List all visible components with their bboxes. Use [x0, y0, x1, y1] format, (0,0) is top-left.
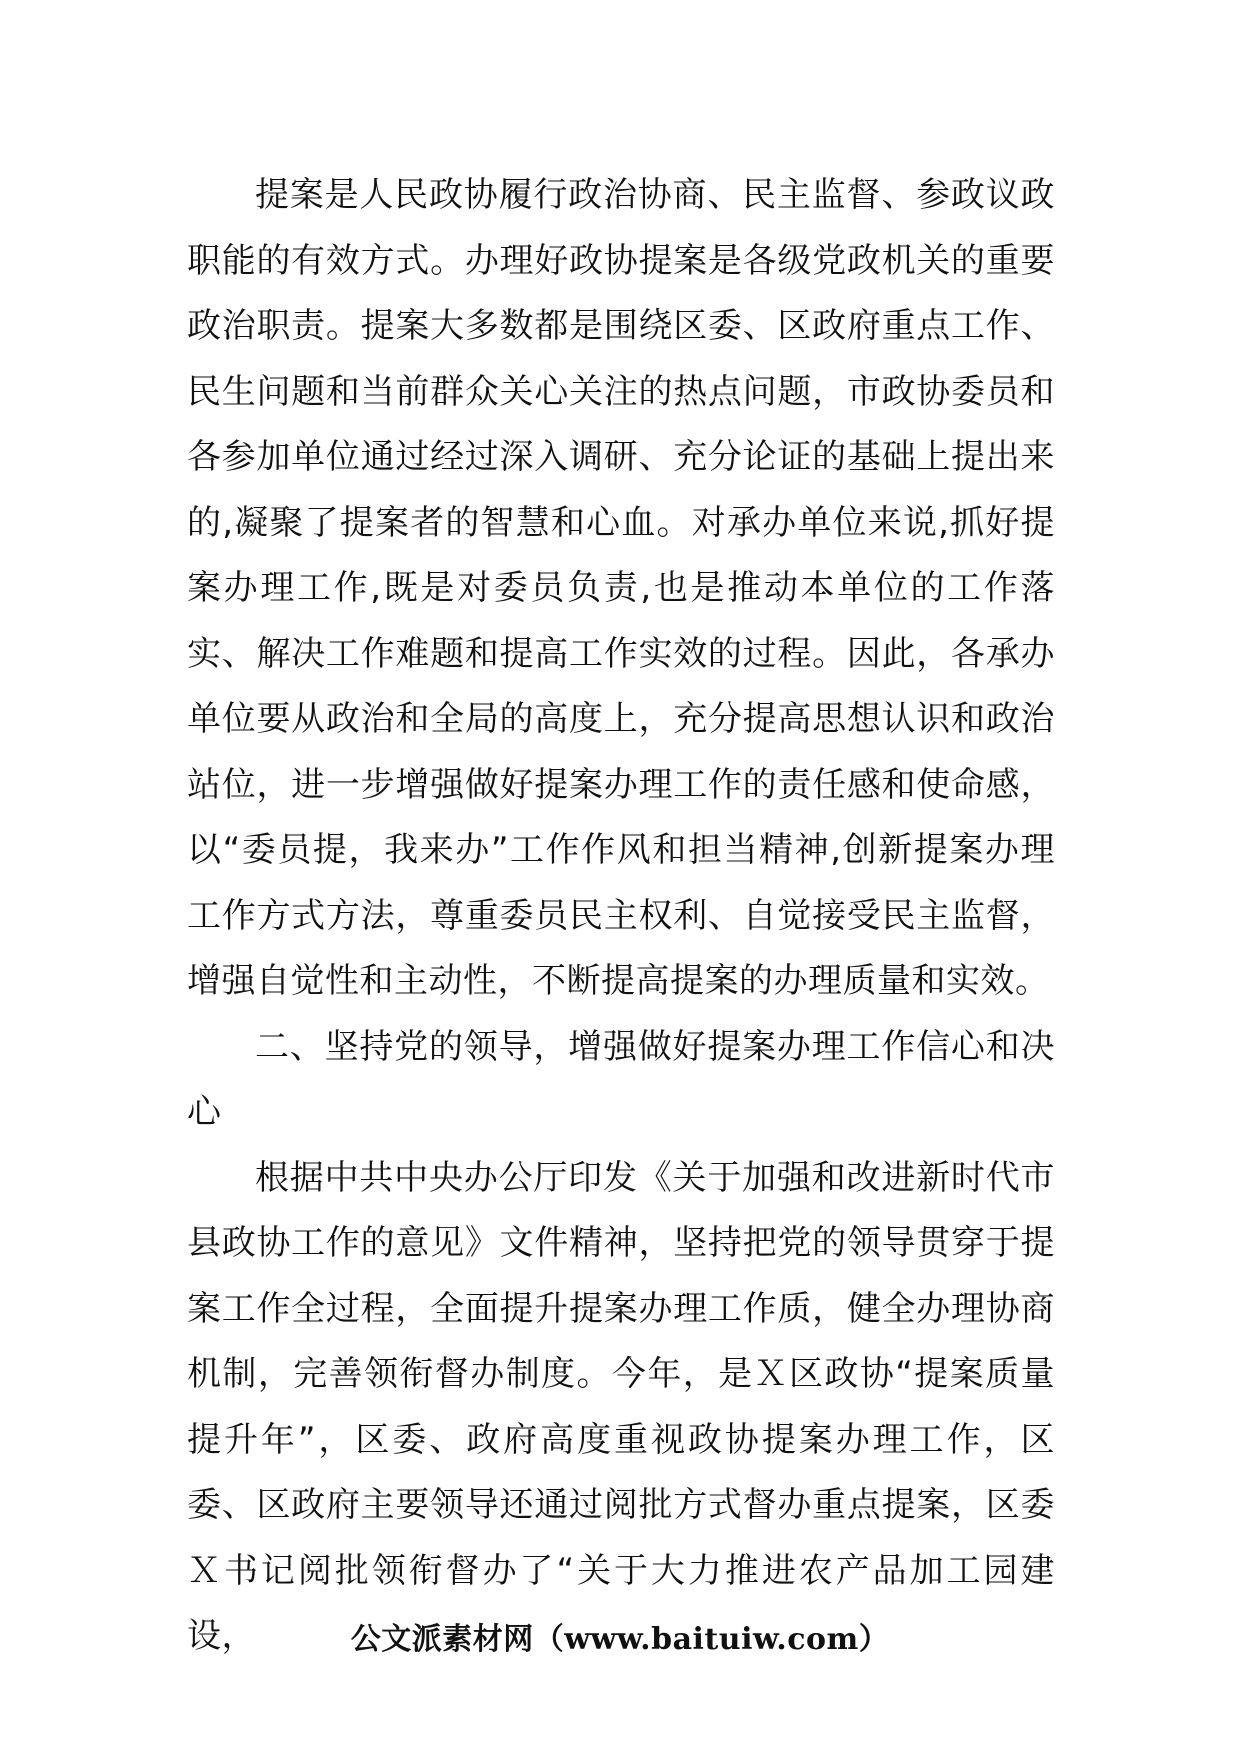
paragraph-section-two: 根据中共中央办公厅印发《关于加强和改进新时代市县政协工作的意见》文件精神，坚持把党的领导贯穿于提案工作全过程，全面提升提案办理工作质，健全办理协商机制，完善领衔督办制度。今年，是Ｘ区政协“提案质量提升年”，区委、政府高度重视政协提案办理工作，区委、区政府主要领导还通过阅批方式督办重点提案，区委Ｘ书记阅批领衔督办了“关于大力推进农产品加工园建设， — [187, 1157, 1055, 1656]
section-heading: 二、坚持党的领导，增强做好提案办理工作信心和决心 — [187, 1026, 1055, 1132]
document-body — [187, 163, 1055, 1670]
paragraph-intro: 提案是人民政协履行政治协商、民主监督、参政议政职能的有效方式。办理好政协提案是各级党政机关的重要政治职责。提案大多数都是围绕区委、区政府重点工作、民生问题和当前群众关心关注的热点问题，市政协委员和各参加单位通过经过深入调研、充分论证的基础上提出来的,凝聚了提案者的智慧和心血。对承办单位来说,抓好提案办理工作,既是对委员负责,也是推动本单位的工作落实、解决工作难题和提高工作实效的过程。因此，各承办单位要从政治和全局的高度上，充分提高思想认识和政治站位，进一步增强做好提案办理工作的责任感和使命感，以“委员提，我来办”工作作风和担当精神,创新提案办理工作方式方法，尊重委员民主权利、自觉接受民主监督，增强自觉性和主动性，不断提高提案的办理质量和实效。 — [187, 175, 1055, 1001]
footer-watermark: 公文派素材网（www.baituiw.com） — [350, 1622, 890, 1657]
